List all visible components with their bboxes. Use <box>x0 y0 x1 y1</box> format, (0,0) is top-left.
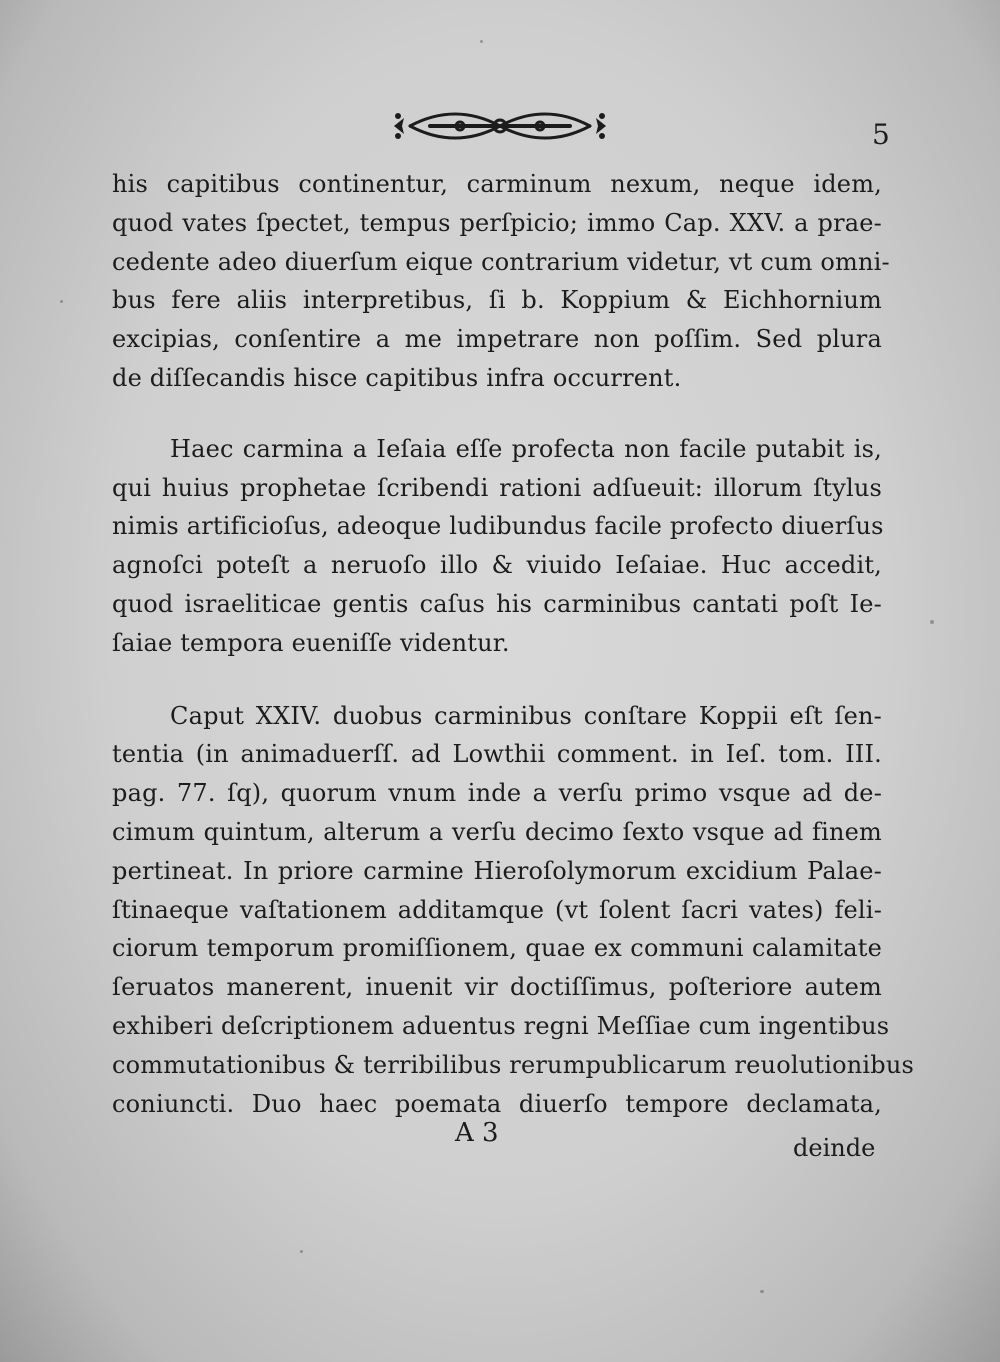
paper-speck <box>60 300 63 303</box>
catchword: deinde <box>793 1134 876 1162</box>
text-line: cimum quintum, alterum a verſu decimo ſexto vsque ad finem <box>112 817 882 846</box>
text-line: coniuncti. Duo haec poemata diuerſo tempore declamata, <box>112 1089 882 1118</box>
paper-speck <box>480 40 483 43</box>
text-line: qui huius prophetae ſcribendi rationi adſueuit: illorum ſtylus <box>112 473 882 502</box>
text-line: ſaiae tempora eueniſſe videntur. <box>112 628 510 657</box>
text-line: Haec carmina a Ieſaia eſſe profecta non facile putabit is, <box>170 434 882 463</box>
text-line: pertineat. In priore carmine Hieroſolymorum excidium Palae- <box>112 856 882 885</box>
paragraph-1 <box>112 165 890 398</box>
text-line: ſeruatos manerent, inuenit vir doctiſſimus, poſteriore autem <box>112 973 882 1002</box>
paragraph-gap <box>112 663 882 697</box>
text-line: exhiberi deſcriptionem aduentus regni Meſſiae cum ingentibus <box>112 1011 890 1040</box>
paper-speck <box>300 1250 303 1253</box>
text-line: tentia (in animaduerſſ. ad Lowthii comment. in Ieſ. tom. III. <box>112 740 882 769</box>
paragraph-2 <box>112 430 882 663</box>
text-line: quod vates ſpectet, tempus perſpicio; immo Cap. XXV. a prae- <box>112 208 882 237</box>
paragraph-3 <box>112 697 915 1124</box>
text-line: ſtinaeque vaſtationem additamque (vt ſolent ſacri vates) feli- <box>112 895 882 924</box>
text-line: de diſſecandis hisce capitibus infra occurrent. <box>112 363 682 392</box>
text-line: nimis artificioſus, adeoque ludibundus facile profecto diuerſus <box>112 512 884 541</box>
text-line: his capitibus continentur, carminum nexum, neque idem, <box>112 170 882 198</box>
text-line: ciorum temporum promiſſionem, quae ex communi calamitate <box>112 934 882 963</box>
text-line: commutationibus & terribilibus rerumpublicarum reuolutionibus <box>112 1050 915 1079</box>
text-line: Caput XXIV. duobus carminibus conſtare Koppii eſt ſen- <box>170 701 882 730</box>
signature-mark: A 3 <box>455 1118 499 1148</box>
page-number: 5 <box>872 118 890 151</box>
paper-speck <box>930 620 934 624</box>
printers-ornament-icon <box>390 104 610 148</box>
paragraph-gap <box>112 398 882 430</box>
text-line: excipias, conſentire a me impetrare non poſſim. Sed plura <box>112 325 882 354</box>
text-line: quod israeliticae gentis caſus his carminibus cantati poſt Ie- <box>112 589 882 618</box>
body-text <box>112 165 915 1123</box>
text-line: bus fere aliis interpretibus, ſi b. Koppium & Eichhornium <box>112 286 882 315</box>
text-line: cedente adeo diuerſum eique contrarium videtur, vt cum omni- <box>112 247 890 276</box>
text-line: pag. 77. ſq), quorum vnum inde a verſu primo vsque ad de- <box>112 779 882 808</box>
text-line: agnoſci poteſt a neruoſo illo & viuido Ieſaiae. Huc accedit, <box>112 551 882 580</box>
paper-speck <box>760 1290 764 1293</box>
